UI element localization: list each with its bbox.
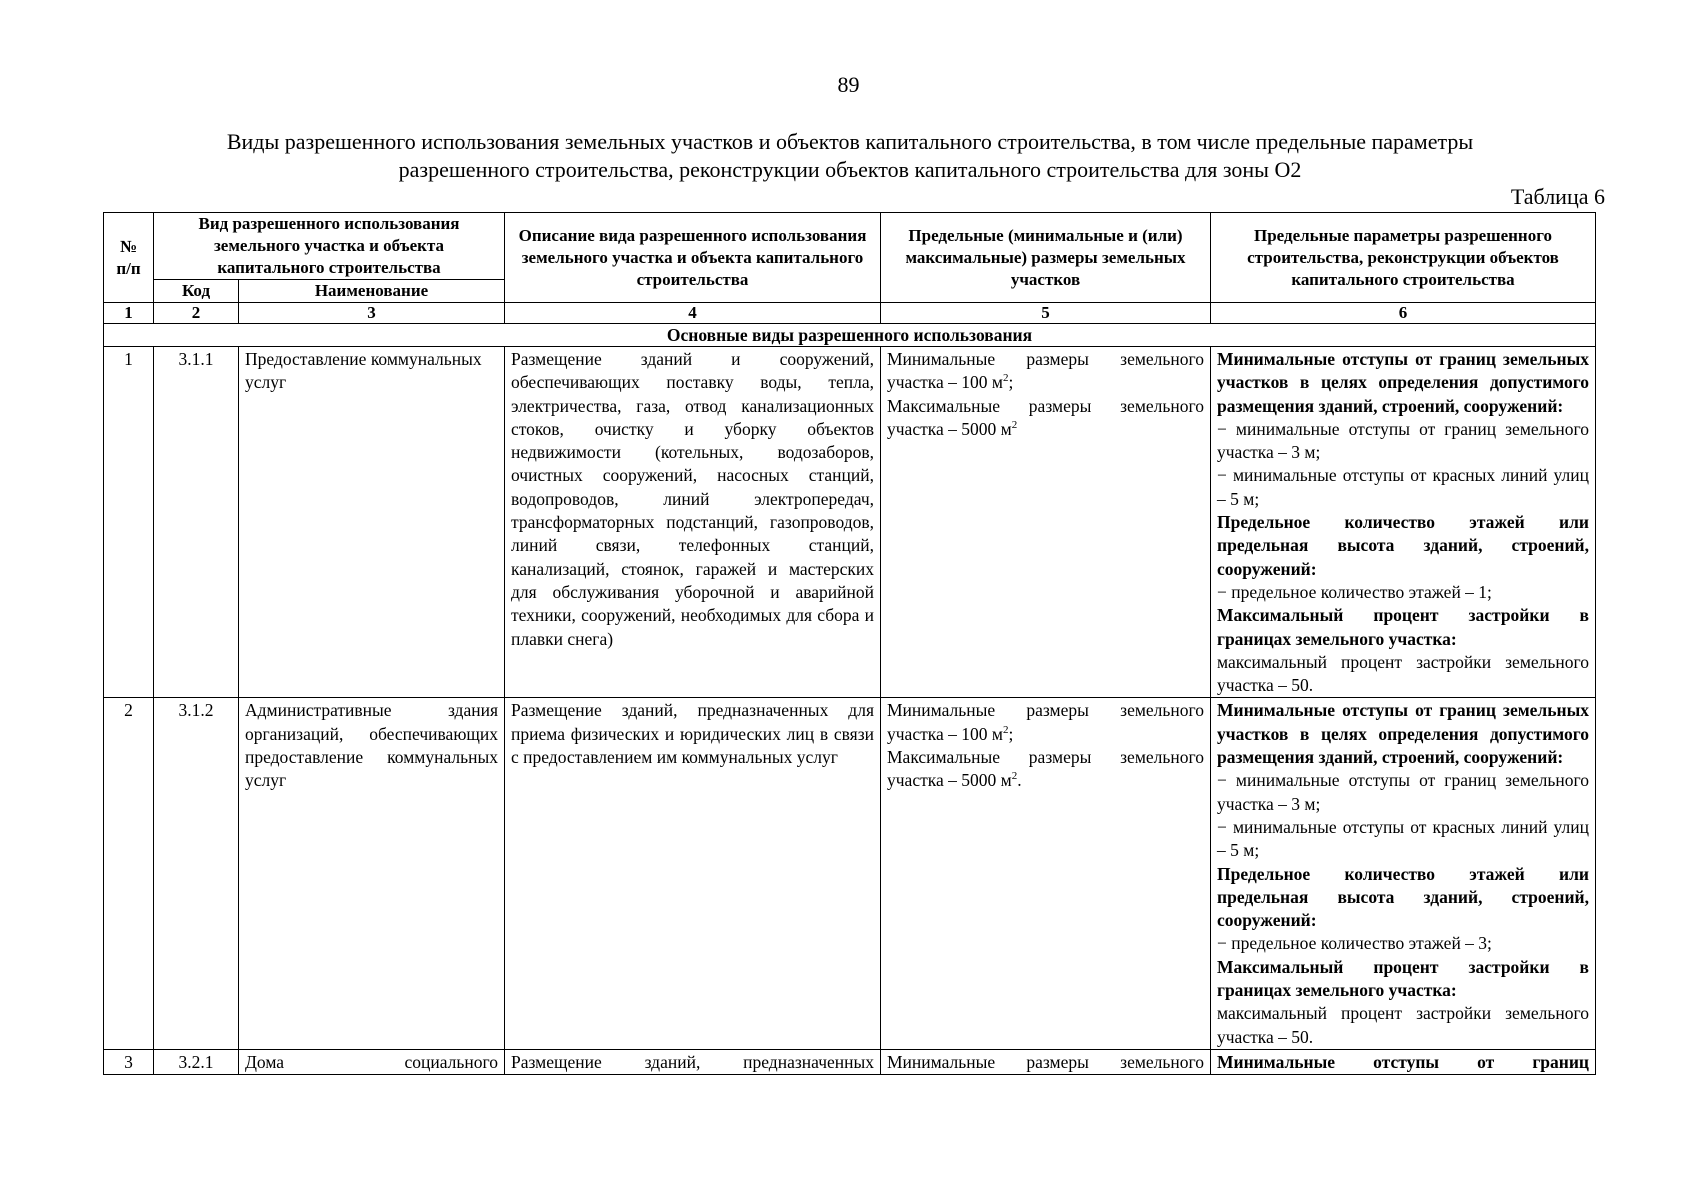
param-etazhi-value: − предельное количество этажей – 3; (1217, 933, 1492, 954)
header-parametry: Предельные параметры разрешенного строительства, реконструкции объектов капитального строительства (1211, 213, 1596, 303)
page-number: 89 (837, 72, 860, 97)
row-kod: 3.1.2 (154, 698, 239, 1049)
param-etazhi-value: − предельное количество этажей – 1; (1217, 581, 1492, 602)
row-naim (239, 698, 505, 1049)
param-etazhi-head: Предельное количество этажей или предельная высота зданий, строений, сооружений: (1217, 512, 1589, 579)
land-use-table (103, 212, 1596, 1075)
col-number: 4 (505, 303, 881, 324)
row-naim-text: Предоставление коммунальных услуг (245, 349, 482, 393)
col-number: 6 (1211, 303, 1596, 324)
param-zastroyka-value: максимальный процент застройки земельного участка – 50. (1217, 1003, 1589, 1047)
razmery-min-text: Минимальные размеры земельного участка – 100 м (887, 349, 1204, 393)
header-naim: Наименование (239, 280, 505, 303)
param-otstupy-head: Минимальные отступы от границ (1217, 1051, 1589, 1072)
section-row (104, 324, 1596, 347)
table-row (104, 698, 1596, 1049)
row-opisanie-text: Размещение зданий, предназначенных (511, 1051, 874, 1072)
document-title (120, 128, 1580, 184)
table-row (104, 347, 1596, 698)
param-zastroyka-head: Максимальный процент застройки в границах земельного участка: (1217, 605, 1589, 649)
row-naim-text: Административные здания организаций, обеспечивающих предоставление коммунальных услуг (245, 700, 498, 791)
column-numbers-row (104, 303, 1596, 324)
superscript: 2 (1002, 723, 1009, 736)
razmery-min (887, 348, 1204, 395)
col-number: 3 (239, 303, 505, 324)
param-otstupy-krasnye: − минимальные отступы от красных линий улиц – 5 м; (1217, 816, 1589, 861)
param-otstupy-head: Минимальные отступы от границ земельных участков в целях определения допустимого размещения зданий, строений, сооружений: (1217, 700, 1589, 768)
superscript: 2 (1002, 372, 1009, 385)
param-etazhi-head: Предельное количество этажей или предельная высота зданий, строений, сооружений: (1217, 863, 1589, 931)
row-kod: 3.2.1 (154, 1049, 239, 1074)
header-num: № п/п (104, 213, 154, 303)
col-number: 2 (154, 303, 239, 324)
header-razmery: Предельные (минимальные и (или) максимальные) размеры земельных участков (881, 213, 1211, 303)
row-naim-text: Дома социального (245, 1051, 498, 1072)
razmery-min-tail: ; (1008, 723, 1014, 744)
row-naim (239, 1049, 505, 1074)
razmery-max-text: Максимальные размеры земельного участка – 5000 м (887, 395, 1204, 439)
row-opisanie-text: Размещение зданий, предназначенных для приема физических и юридических лиц в связи с предоставлением им коммунальных услуг (511, 700, 874, 768)
row-opisanie-text: Размещение зданий и сооружений, обеспечивающих поставку воды, тепла, электричества, газа, отвод канализационных стоков, очистку и уборку объектов недвижимости (котельных, водозаборов, очистных сооружений, насосных станций, водопроводов, линий электропередач, трансформаторных подстанций, газопроводов, линий связи, телефонных станций, канализаций, стоянок, гаражей и мастерских для обслуживания уборочной и аварийной техники, сооружений, необходимых для сбора и плавки снега) (511, 349, 874, 649)
razmery-min (887, 699, 1204, 746)
col-number: 5 (881, 303, 1211, 324)
header-row (104, 213, 1596, 280)
param-otstupy-head: Минимальные отступы от границ земельных участков в целях определения допустимого размещения зданий, строений, сооружений: (1217, 349, 1589, 416)
row-razmery (881, 698, 1211, 1049)
param-otstupy-granicy: − минимальные отступы от границ земельного участка – 3 м; (1217, 770, 1589, 814)
superscript: 2 (1011, 770, 1018, 783)
razmery-max (887, 746, 1204, 793)
param-otstupy-krasnye: − минимальные отступы от красных линий улиц – 5 м; (1217, 465, 1589, 509)
superscript: 2 (1011, 419, 1018, 432)
param-zastroyka-value: максимальный процент застройки земельного участка – 50. (1217, 651, 1589, 696)
title-line-2: разрешенного строительства, реконструкции объектов капитального строительства для зоны О2 (398, 157, 1302, 182)
row-parametry (1211, 1049, 1596, 1074)
razmery-min-text: Минимальные размеры земельного участка – 100 м (887, 700, 1204, 744)
razmery-max-text: Максимальные размеры земельного участка – 5000 м (887, 747, 1204, 791)
header-kod: Код (154, 280, 239, 303)
col-number: 1 (104, 303, 154, 324)
row-num: 1 (104, 347, 154, 698)
row-parametry (1211, 347, 1596, 698)
row-num: 2 (104, 698, 154, 1049)
param-otstupy-granicy: − минимальные отступы от границ земельного участка – 3 м; (1217, 418, 1589, 463)
param-zastroyka-head: Максимальный процент застройки в границах земельного участка: (1217, 956, 1589, 1001)
header-vid-group: Вид разрешенного использования земельного участка и объекта капитального строительства (154, 213, 505, 280)
row-num: 3 (104, 1049, 154, 1074)
row-razmery (881, 1049, 1211, 1074)
row-naim (239, 347, 505, 698)
table-row (104, 1049, 1596, 1074)
table-label: Таблица 6 (1510, 184, 1605, 209)
razmery-min: Минимальные размеры земельного (887, 1051, 1204, 1072)
row-opisanie (505, 347, 881, 698)
row-parametry (1211, 698, 1596, 1049)
row-opisanie (505, 1049, 881, 1074)
section-title: Основные виды разрешенного использования (104, 324, 1596, 347)
title-line-1: Виды разрешенного использования земельных участков и объектов капитального строительства, в том числе предельные параметры (226, 129, 1474, 154)
razmery-max (887, 395, 1204, 442)
row-razmery (881, 347, 1211, 698)
row-opisanie (505, 698, 881, 1049)
razmery-min-tail: ; (1008, 372, 1014, 393)
header-opisanie: Описание вида разрешенного использования земельного участка и объекта капитального строительства (505, 213, 881, 303)
razmery-max-tail: . (1017, 770, 1022, 791)
row-kod: 3.1.1 (154, 347, 239, 698)
